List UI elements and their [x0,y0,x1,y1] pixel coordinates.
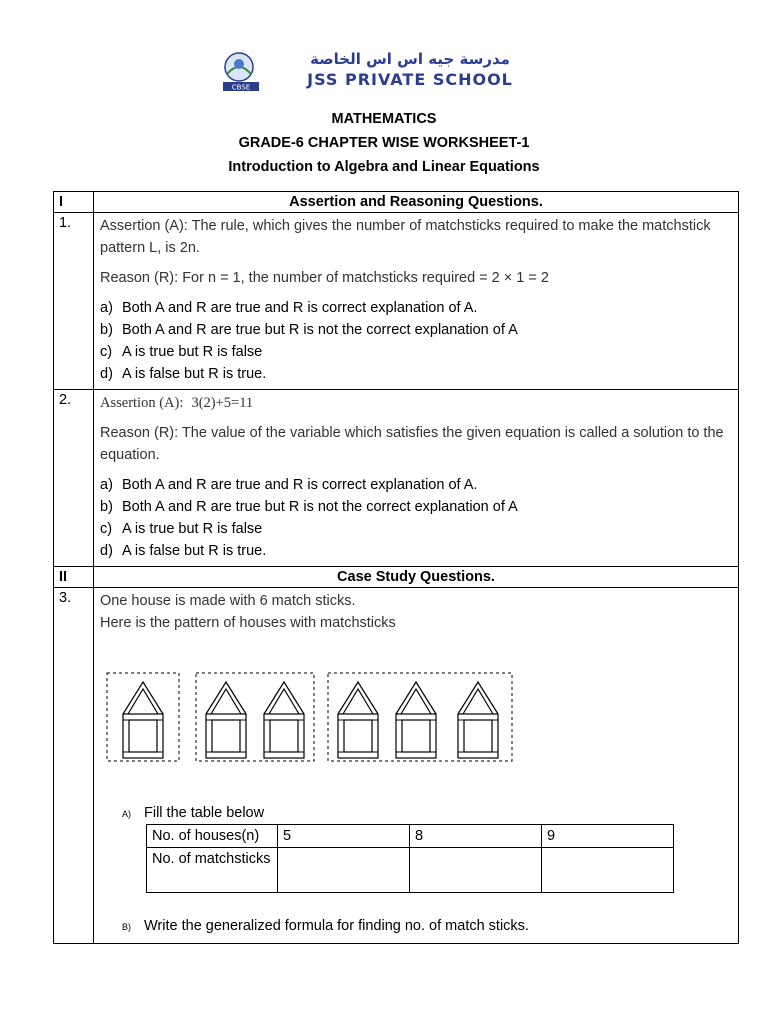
question-row [54,390,739,567]
option-item: b) Both A and R are true but R is not the correct explanation of A [100,499,518,515]
fill-table-header: No. of matchsticks [147,848,278,893]
option-item: a) Both A and R are true and R is correct explanation of A. [100,300,478,316]
fill-table [146,824,674,893]
question-number: 2. [54,390,94,567]
option-item: b) Both A and R are true but R is not the correct explanation of A [100,322,518,338]
section-row [54,567,739,588]
fill-table-cell-empty[interactable] [542,848,674,893]
fill-table-header: No. of houses(n) [147,825,278,848]
fill-table-cell: 8 [410,825,542,848]
section-numeral: I [54,192,94,213]
question-row [54,588,739,944]
worksheet-title: GRADE-6 CHAPTER WISE WORKSHEET-1 [238,135,530,151]
matchstick-pattern-diagram [106,672,526,767]
fill-table-cell: 9 [542,825,674,848]
q1-options [100,297,732,385]
q2-options [100,474,732,562]
section-title: Assertion and Reasoning Questions. [94,192,739,213]
option-item: d) A is false but R is true. [100,543,267,559]
question-number: 3. [54,588,94,944]
q2-reason: Reason (R): The value of the variable which satisfies the given equation is called a solution to the equation. [100,425,724,463]
section-numeral: II [54,567,94,588]
q3-line1: One house is made with 6 match sticks. [100,593,356,609]
question-row [54,213,739,390]
option-item: c) A is true but R is false [100,521,263,537]
sub-question-b: B) Write the generalized formula for finding no. of match sticks. [122,918,529,934]
section-row [54,192,739,213]
q1-assertion: Assertion (A): The rule, which gives the number of matchsticks required to make the matchstick pattern L, is 2n. [100,218,711,256]
fill-table-cell-empty[interactable] [410,848,542,893]
option-item: a) Both A and R are true and R is correct explanation of A. [100,477,478,493]
fill-table-cell-empty[interactable] [278,848,410,893]
option-item: d) A is false but R is true. [100,366,267,382]
school-name: JSS PRIVATE SCHOOL [307,70,513,89]
subject-title: MATHEMATICS [331,111,437,127]
worksheet-table [53,191,739,944]
emblem-text: CBSE [231,83,251,92]
q3-line2: Here is the pattern of houses with matchsticks [100,615,396,631]
school-emblem-icon [219,50,263,92]
section-title: Case Study Questions. [94,567,739,588]
school-name-arabic: مدرسة جيه اس اس الخاصة [310,50,510,68]
option-item: c) A is true but R is false [100,344,263,360]
sub-question-a: A) Fill the table below [122,805,265,821]
question-number: 1. [54,213,94,390]
q2-assertion: Assertion (A): 3(2)+5=11 [100,395,254,411]
matchstick-houses-figure [100,662,732,772]
chapter-title: Introduction to Algebra and Linear Equations [228,159,540,175]
q1-reason: Reason (R): For n = 1, the number of matchsticks required = 2 × 1 = 2 [100,270,549,286]
school-logo [219,50,549,94]
fill-table-cell: 5 [278,825,410,848]
